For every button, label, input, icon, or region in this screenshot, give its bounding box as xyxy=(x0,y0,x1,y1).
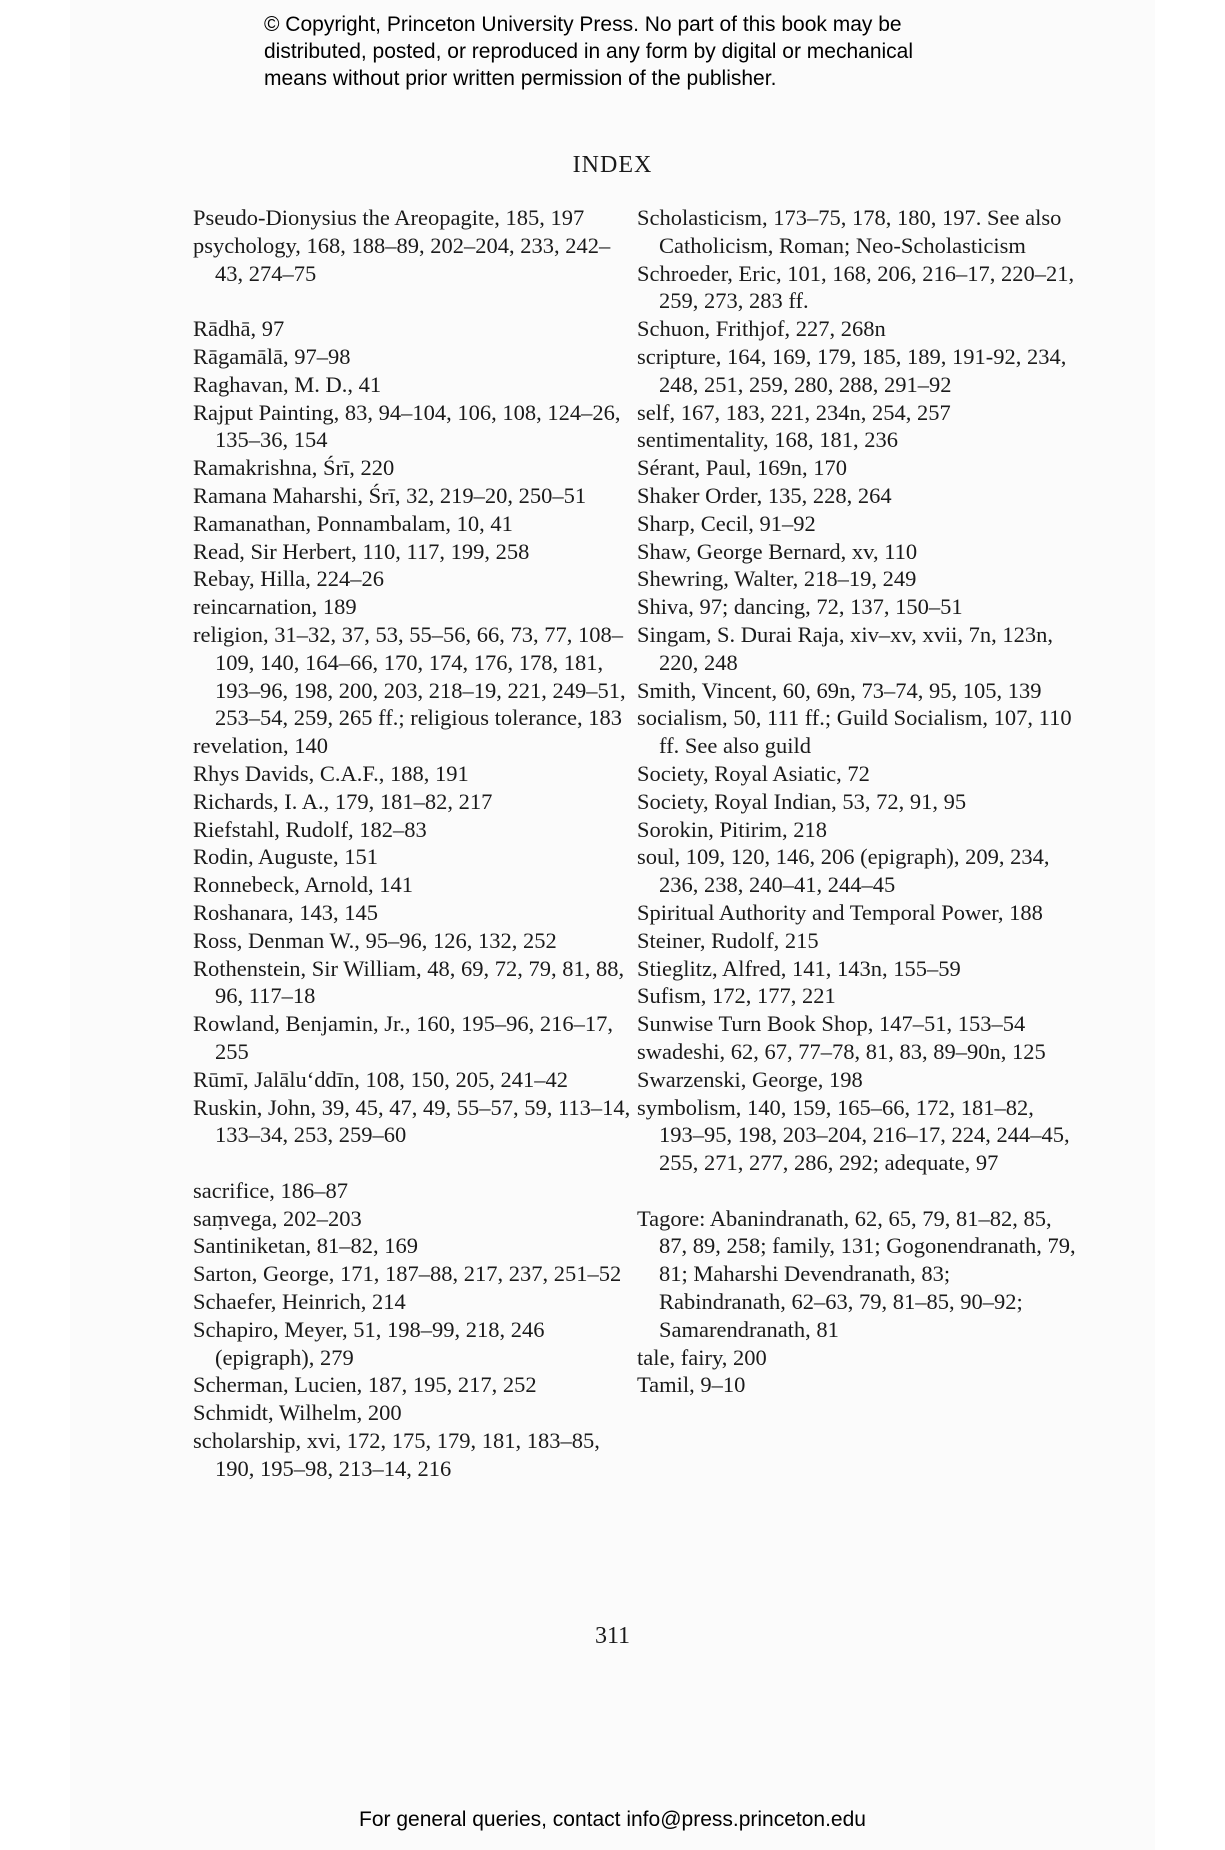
index-entry: Santiniketan, 81–82, 169 xyxy=(193,1233,418,1259)
index-entry: Tagore: Abanindranath, 62, 65, 79, 81–82, 85, 87, 89, 258; family, 131; Gogonendranath, 79, 81; Maharshi Devendranath, 83; Rabindranath, 62–63, 79, 81–85, 90–92; Samarendranath, 81 xyxy=(637,1205,1076,1342)
index-entry: Riefstahl, Rudolf, 182–83 xyxy=(193,816,427,842)
index-entry: Rūmī, Jalālu‘ddīn, 108, 150, 205, 241–42 xyxy=(193,1066,568,1092)
index-entry: Rodin, Auguste, 151 xyxy=(193,844,379,870)
index-entry: Rajput Painting, 83, 94–104, 106, 108, 124–26, 135–36, 154 xyxy=(193,399,621,453)
index-entry: sentimentality, 168, 181, 236 xyxy=(637,427,899,453)
index-entry: Sunwise Turn Book Shop, 147–51, 153–54 xyxy=(637,1011,1026,1037)
index-entry: Steiner, Rudolf, 215 xyxy=(637,927,819,953)
index-entry: Scherman, Lucien, 187, 195, 217, 252 xyxy=(193,1372,537,1398)
index-entry: Ramana Maharshi, Śrī, 32, 219–20, 250–51 xyxy=(193,482,587,508)
index-entry: Schroeder, Eric, 101, 168, 206, 216–17, 220–21, 259, 273, 283 ff. xyxy=(637,260,1075,314)
index-entry: scholarship, xvi, 172, 175, 179, 181, 183–85, 190, 195–98, 213–14, 216 xyxy=(193,1428,600,1481)
index-entry: Ross, Denman W., 95–96, 126, 132, 252 xyxy=(193,927,557,953)
index-entry: Ramanathan, Ponnambalam, 10, 41 xyxy=(193,510,513,536)
section-gap xyxy=(193,1149,633,1177)
index-entry: psychology, 168, 188–89, 202–204, 233, 242–43, 274–75 xyxy=(193,232,611,286)
copyright-line: distributed, posted, or reproduced in any form by digital or mechanical xyxy=(264,40,914,63)
index-entry: socialism, 50, 111 ff.; Guild Socialism, 107, 110 ff. See also guild xyxy=(637,705,1072,759)
index-entry: Singam, S. Durai Raja, xiv–xv, xvii, 7n, 123n, 220, 248 xyxy=(637,621,1054,675)
page-number: 311 xyxy=(594,1623,631,1649)
index-entry: Schaefer, Heinrich, 214 xyxy=(193,1289,406,1315)
index-entry: Schmidt, Wilhelm, 200 xyxy=(193,1400,402,1426)
index-entry: Shiva, 97; dancing, 72, 137, 150–51 xyxy=(637,594,963,620)
index-entry: Richards, I. A., 179, 181–82, 217 xyxy=(193,788,493,814)
index-entry: Schuon, Frithjof, 227, 268n xyxy=(637,316,886,342)
index-entry: Pseudo-Dionysius the Areopagite, 185, 197 xyxy=(193,205,585,230)
index-entry: reincarnation, 189 xyxy=(193,594,357,620)
index-entry: Shaker Order, 135, 228, 264 xyxy=(637,482,892,508)
copyright-notice xyxy=(264,11,1024,92)
index-entry: self, 167, 183, 221, 234n, 254, 257 xyxy=(637,399,951,425)
index-entry: Society, Royal Asiatic, 72 xyxy=(637,760,870,786)
index-entry: Swarzenski, George, 198 xyxy=(637,1066,863,1092)
index-entry: Sufism, 172, 177, 221 xyxy=(637,983,836,1009)
index-entry: Sérant, Paul, 169n, 170 xyxy=(637,455,847,481)
index-entry: Rebay, Hilla, 224–26 xyxy=(193,566,385,592)
section-gap xyxy=(637,1177,1077,1205)
index-entry: symbolism, 140, 159, 165–66, 172, 181–82, 193–95, 198, 203–204, 216–17, 224, 244–45, 255, 271, 277, 286, 292; adequate, 97 xyxy=(637,1094,1070,1176)
index-entry: Rāgamālā, 97–98 xyxy=(193,343,351,369)
index-entry: Schapiro, Meyer, 51, 198–99, 218, 246 (epigraph), 279 xyxy=(193,1316,545,1370)
index-entry: Shewring, Walter, 218–19, 249 xyxy=(637,566,917,592)
index-column-right xyxy=(637,204,1077,1399)
section-gap xyxy=(193,287,633,315)
index-entry: Ruskin, John, 39, 45, 47, 49, 55–57, 59, 113–14, 133–34, 253, 259–60 xyxy=(193,1094,631,1148)
index-entry: swadeshi, 62, 67, 77–78, 81, 83, 89–90n, 125 xyxy=(637,1038,1046,1064)
index-entry: religion, 31–32, 37, 53, 55–56, 66, 73, 77, 108–109, 140, 164–66, 170, 174, 176, 178, 181, 193–96, 198, 200, 203, 218–19, 221, 249–51, 253–54, 259, 265 ff.; religious tolerance, 183 xyxy=(193,621,626,731)
index-entry: Smith, Vincent, 60, 69n, 73–74, 95, 105, 139 xyxy=(637,677,1042,703)
index-entry: Society, Royal Indian, 53, 72, 91, 95 xyxy=(637,788,967,814)
copyright-line: © Copyright, Princeton University Press. No part of this book may be xyxy=(264,13,902,36)
index-entry: Shaw, George Bernard, xv, 110 xyxy=(637,538,918,564)
page-title: INDEX xyxy=(572,152,653,178)
index-entry: Rothenstein, Sir William, 48, 69, 72, 79, 81, 88, 96, 117–18 xyxy=(193,955,625,1009)
copyright-line: means without prior written permission of the publisher. xyxy=(264,67,777,90)
index-entry: Rādhā, 97 xyxy=(193,316,285,342)
index-entry: Rhys Davids, C.A.F., 188, 191 xyxy=(193,760,469,786)
index-entry: revelation, 140 xyxy=(193,733,328,759)
index-entry: Ramakrishna, Śrī, 220 xyxy=(193,455,395,481)
index-entry: Scholasticism, 173–75, 178, 180, 197. See also Catholicism, Roman; Neo-Scholasticism xyxy=(637,205,1062,258)
index-entry: Sharp, Cecil, 91–92 xyxy=(637,510,816,536)
index-entry: Stieglitz, Alfred, 141, 143n, 155–59 xyxy=(637,955,961,981)
footer-contact: For general queries, contact info@press.princeton.edu xyxy=(359,1808,866,1831)
index-entry: Roshanara, 143, 145 xyxy=(193,899,378,925)
index-entry: soul, 109, 120, 146, 206 (epigraph), 209, 234, 236, 238, 240–41, 244–45 xyxy=(637,844,1050,898)
index-entry: Raghavan, M. D., 41 xyxy=(193,371,382,397)
index-entry: Spiritual Authority and Temporal Power, 188 xyxy=(637,899,1043,925)
index-entry: tale, fairy, 200 xyxy=(637,1344,767,1370)
index-entry: Read, Sir Herbert, 110, 117, 199, 258 xyxy=(193,538,530,564)
index-entry: Rowland, Benjamin, Jr., 160, 195–96, 216–17, 255 xyxy=(193,1011,613,1064)
index-entry: Sorokin, Pitirim, 218 xyxy=(637,816,828,842)
index-entry: Ronnebeck, Arnold, 141 xyxy=(193,872,413,898)
index-entry: sacrifice, 186–87 xyxy=(193,1177,348,1203)
index-entry: Tamil, 9–10 xyxy=(637,1372,746,1398)
index-entry: scripture, 164, 169, 179, 185, 189, 191-92, 234, 248, 251, 259, 280, 288, 291–92 xyxy=(637,343,1067,397)
index-column-left xyxy=(193,204,633,1483)
index-entry: Sarton, George, 171, 187–88, 217, 237, 251–52 xyxy=(193,1261,622,1287)
index-entry: saṃvega, 202–203 xyxy=(193,1205,362,1231)
